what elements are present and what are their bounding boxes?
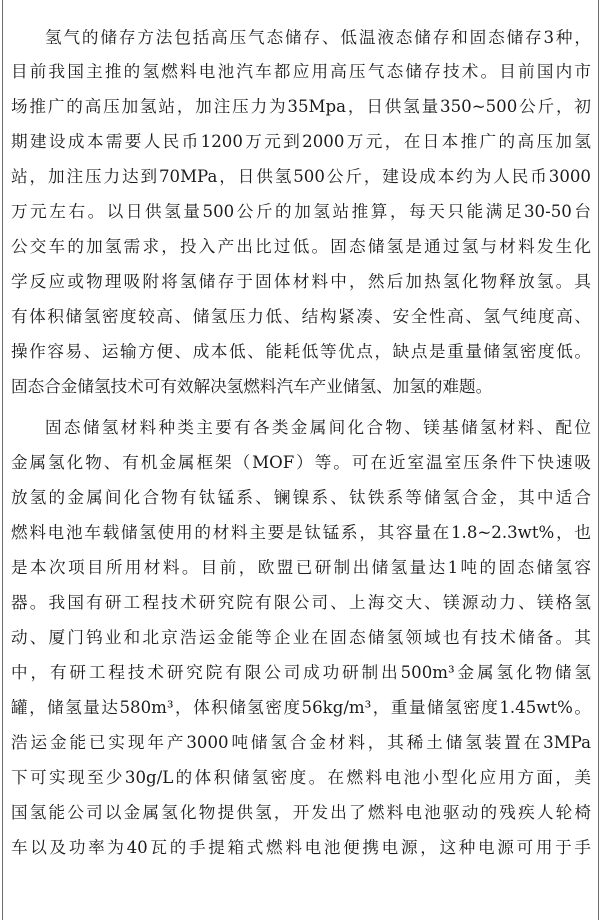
text-line-21: 浩运金能已实现年产3000吨储氢合金材料，其稀土储氢装置在3MPa [11,733,591,752]
text-line-17: 器。我国有研工程技术研究院有限公司、上海交大、镁源动力、镁格氢 [11,593,591,612]
text-line-18: 动、厦门钨业和北京浩运金能等企业在固态储氢领域也有技术储备。其 [11,628,591,647]
text-line-4: 期建设成本需要人民币1200万元到2000万元，在日本推广的高压加氢 [11,132,591,151]
page-border-right [598,0,599,920]
text-line-19: 中，有研工程技术研究院有限公司成功研制出500m³金属氢化物储氢 [11,663,591,682]
text-line-7: 公交车的加氢需求，投入产出比过低。固态储氢是通过氢与材料发生化 [11,237,591,256]
text-line-23: 国氢能公司以金属氢化物提供氢，开发出了燃料电池驱动的残疾人轮椅 [11,803,591,822]
text-line-20: 罐，储氢量达580m³，体积储氢密度56kg/m³，重量储氢密度1.45wt%。 [11,698,591,717]
text-line-8: 学反应或物理吸附将氢储存于固体材料中，然后加热氢化物释放氢。具 [11,272,591,291]
text-line-6: 万元左右。以日供氢量500公斤的加氢站推算，每天只能满足30-50台 [11,202,591,221]
text-line-15: 燃料电池车载储氢使用的材料主要是钛锰系，其容量在1.8~2.3wt%，也 [11,523,591,542]
text-line-12: 固态储氢材料种类主要有各类金属间化合物、镁基储氢材料、配位 [45,418,591,437]
text-line-5: 站，加注压力达到70MPa，日供氢500公斤，建设成本约为人民币3000 [11,167,591,186]
text-line-11: 固态合金储氢技术可有效解决氢燃料汽车产业储氢、加氢的难题。 [11,377,493,396]
text-line-14: 放氢的金属间化合物有钛锰系、镧镍系、钛铁系等储氢合金，其中适合 [11,488,591,507]
page-border-left [2,0,3,920]
text-line-24: 车以及功率为40瓦的手提箱式燃料电池便携电源，这种电源可用于手 [11,838,591,857]
text-line-16: 是本次项目所用材料。目前，欧盟已研制出储氢量达1吨的固态储氢容 [11,558,591,577]
text-line-13: 金属氢化物、有机金属框架（MOF）等。可在近室温室压条件下快速吸 [11,453,591,472]
text-line-3: 场推广的高压加氢站，加注压力为35Mpa，日供氢量350~500公斤，初 [11,97,591,116]
text-line-1: 氢气的储存方法包括高压气态储存、低温液态储存和固态储存3种， [45,28,591,47]
text-line-10: 操作容易、运输方便、成本低、能耗低等优点，缺点是重量储氢密度低。 [11,342,591,361]
text-line-9: 有体积储氢密度较高、储氢压力低、结构紧凑、安全性高、氢气纯度高、 [11,307,591,326]
text-line-2: 目前我国主推的氢燃料电池汽车都应用高压气态储存技术。目前国内市 [11,62,591,81]
text-line-22: 下可实现至少30g/L的体积储氢密度。在燃料电池小型化应用方面，美 [11,768,591,787]
